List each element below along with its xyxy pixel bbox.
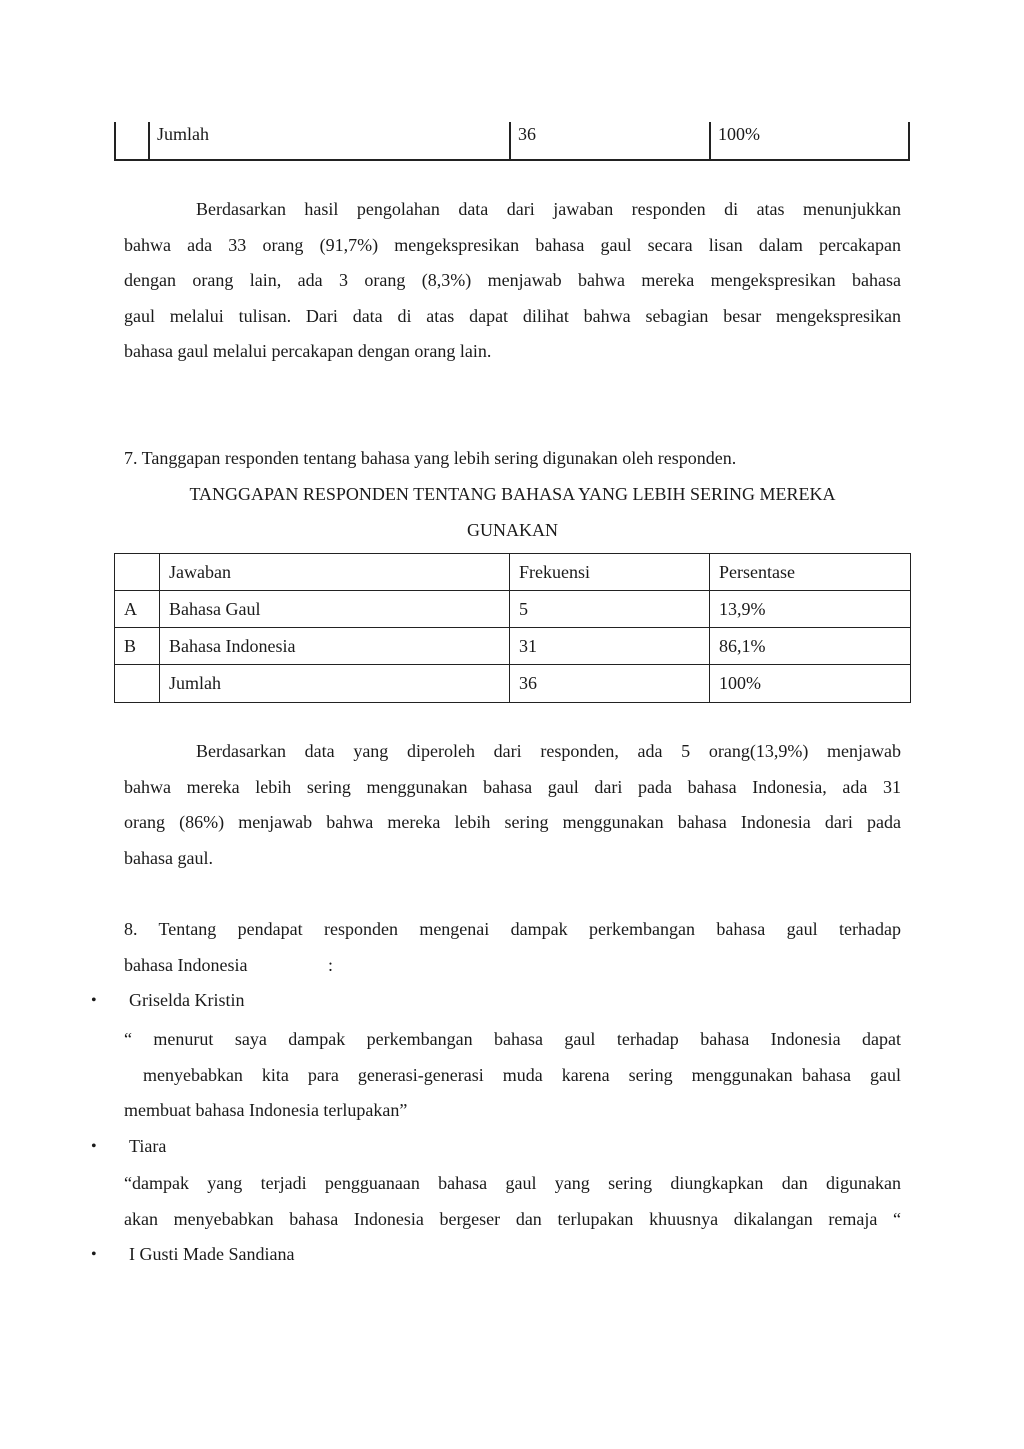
responses-table (114, 553, 911, 703)
paragraph-1 (124, 192, 901, 370)
table-row (115, 628, 911, 665)
table-cell: B (115, 628, 160, 665)
section-8-colon: : (328, 955, 334, 975)
table-cell: 36 (510, 665, 710, 703)
quote-line: membuat bahasa Indonesia terlupakan” (124, 1100, 408, 1120)
table-row (115, 665, 911, 703)
table-cell: 13,9% (710, 591, 911, 628)
paragraph-2-line: bahwa mereka lebih sering menggunakan bahasa gaul dari pada bahasa Indonesia, ada 31 (124, 776, 901, 797)
section-8-heading-line-2: bahasa Indonesia (124, 955, 248, 975)
paragraph-1-line: Berdasarkan hasil pengolahan data dari jawaban responden di atas menunjukkan (196, 199, 901, 219)
table-row (115, 591, 911, 628)
respondent-name: Griselda Kristin (129, 990, 245, 1010)
top-table-right-border (908, 122, 910, 160)
table-header-cell: Frekuensi (510, 554, 710, 591)
paragraph-1-line: bahwa ada 33 orang (91,7%) mengekspresikan bahasa gaul secara lisan dalam percakapan (124, 234, 901, 255)
top-table-col1-border (148, 122, 150, 160)
top-table-count: 36 (518, 124, 536, 144)
table-cell: 86,1% (710, 628, 911, 665)
section-8-heading-line: 8. Tentang pendapat responden mengenai dampak perkembangan bahasa gaul terhadap (124, 919, 901, 939)
table-cell: 31 (510, 628, 710, 665)
table-header-cell (115, 554, 160, 591)
respondent-name: Tiara (129, 1136, 167, 1156)
section-8-heading (124, 912, 901, 948)
quote-line: menyebabkan kita para generasi-generasi muda karena sering menggunakan bahasa gaul (124, 1064, 901, 1085)
table-header-cell: Jawaban (160, 554, 510, 591)
table-title-line-2: GUNAKAN (467, 520, 558, 540)
respondent-quote (124, 1022, 901, 1129)
paragraph-2-line: bahasa gaul. (124, 847, 213, 868)
respondent-name: I Gusti Made Sandiana (129, 1244, 295, 1264)
top-table-jumlah: Jumlah (157, 124, 209, 144)
paragraph-2-line: Berdasarkan data yang diperoleh dari responden, ada 5 orang(13,9%) menjawab (196, 741, 901, 761)
table-header-cell: Persentase (710, 554, 911, 591)
quote-line: “ menurut saya dampak perkembangan bahasa gaul terhadap bahasa Indonesia dapat (124, 1029, 901, 1049)
bullet-icon: • (91, 1138, 97, 1155)
table-cell: Bahasa Gaul (160, 591, 510, 628)
paragraph-2 (124, 734, 901, 876)
paragraph-1-line: dengan orang lain, ada 3 orang (8,3%) menjawab bahwa mereka mengekspresikan bahasa (124, 270, 901, 290)
respondent-quote (124, 1166, 901, 1237)
bullet-icon: • (91, 1246, 97, 1263)
table-cell (115, 665, 160, 703)
top-table-left-border (114, 122, 116, 160)
table-cell: A (115, 591, 160, 628)
table-title-line-1: TANGGAPAN RESPONDEN TENTANG BAHASA YANG LEBIH SERING MEREKA (189, 484, 836, 504)
table-cell: 100% (710, 665, 911, 703)
quote-line: akan menyebabkan bahasa Indonesia bergeser dan terlupakan khuusnya dikalangan remaja “ (124, 1208, 901, 1229)
table-cell: Jumlah (160, 665, 510, 703)
top-table-col3-border (709, 122, 711, 160)
top-table-col2-border (509, 122, 511, 160)
paragraph-1-line: bahasa gaul melalui percakapan dengan orang lain. (124, 341, 492, 361)
top-table-percent: 100% (718, 124, 760, 144)
paragraph-1-line: gaul melalui tulisan. Dari data di atas dapat dilihat bahwa sebagian besar mengekspresikan (124, 305, 901, 326)
table-header-row (115, 554, 911, 591)
bullet-icon: • (91, 992, 97, 1009)
table-cell: 5 (510, 591, 710, 628)
section-7-heading: 7. Tanggapan responden tentang bahasa yang lebih sering digunakan oleh responden. (124, 448, 737, 468)
top-table-bottom-border (114, 159, 910, 161)
paragraph-2-line: orang (86%) menjawab bahwa mereka lebih sering menggunakan bahasa Indonesia dari pada (124, 812, 901, 832)
table-cell: Bahasa Indonesia (160, 628, 510, 665)
quote-line: “dampak yang terjadi pengguanaan bahasa gaul yang sering diungkapkan dan digunakan (124, 1173, 901, 1193)
